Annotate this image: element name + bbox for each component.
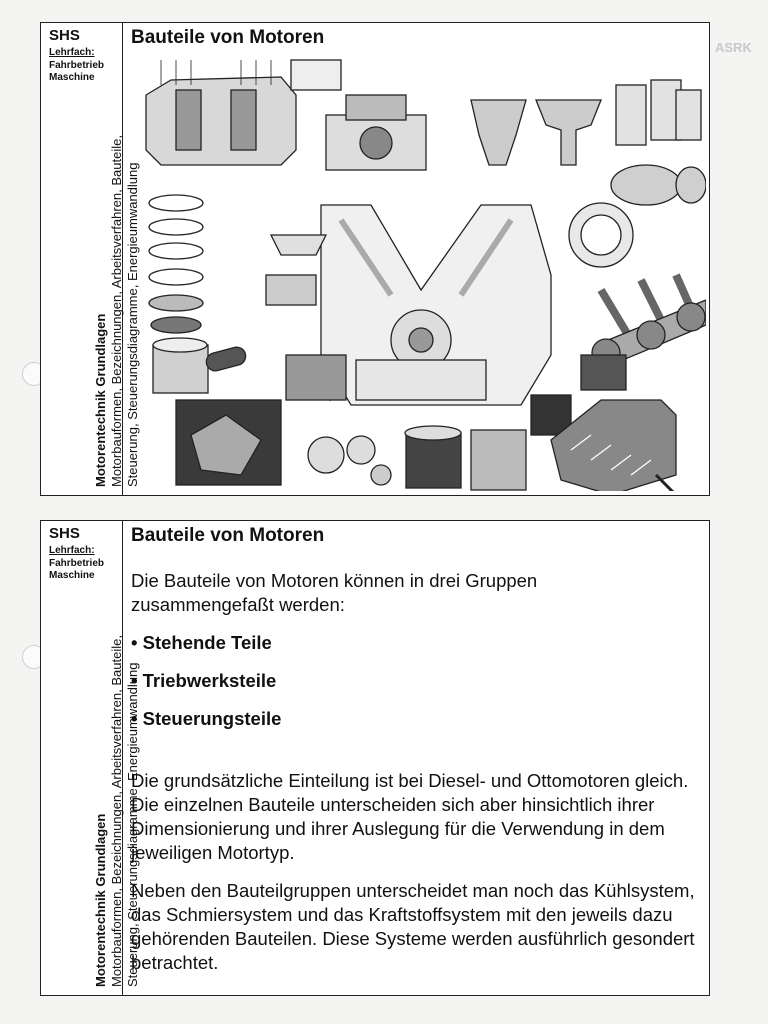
timing-gears-drawing — [308, 436, 391, 485]
bullet-triebwerksteile: • Triebwerksteile — [131, 670, 277, 691]
sidebar-top — [41, 23, 140, 495]
card-top — [40, 22, 710, 496]
paragraph-systeme: Neben den Bauteilgruppen unterscheidet man noch das Kühlsystem, das Schmiersystem und das Kraftstoffsystem mit den jeweils dazu gehörenden Bauteilen. Diese Systeme werden ausführlich gesondert betrachtet. — [131, 880, 695, 973]
school-label: SHS — [49, 525, 80, 542]
injection-pump-drawing — [326, 95, 426, 170]
subject-label: Lehrfach: — [49, 47, 95, 58]
show-through-side-label: ASRK — [715, 40, 752, 55]
sidebar-bottom — [41, 521, 140, 995]
card-title: Bauteile von Motoren — [131, 525, 325, 546]
piston-rings-drawing — [149, 195, 203, 333]
card-title: Bauteile von Motoren — [131, 27, 325, 48]
topic-line: Steuerung, Steuerungsdiagramme, Energieumwandlung — [125, 162, 140, 487]
intro-text: Die Bauteile von Motoren können in drei Gruppen zusammengefaßt werden: — [131, 570, 538, 615]
card-bottom — [40, 520, 710, 996]
topic-line: Motorbauformen, Bezeichnungen, Arbeitsverfahren, Bauteile, — [109, 635, 124, 987]
subject-value: Fahrbetrieb Maschine — [49, 558, 105, 581]
cylinder-head-drawing — [146, 60, 296, 165]
piston-drawing — [153, 338, 208, 393]
crankshaft-drawing — [611, 80, 706, 205]
subject-label: Lehrfach: — [49, 545, 95, 556]
engine-parts-collage — [131, 55, 706, 491]
topic-line: Motorbauformen, Bezeichnungen, Arbeitsverfahren, Bauteile, — [109, 135, 124, 487]
bullet-steuerungsteile: • Steuerungsteile — [131, 708, 282, 729]
connecting-rods-drawing — [592, 275, 706, 367]
school-label: SHS — [49, 27, 80, 44]
topic-title: Motorentechnik Grundlagen — [93, 313, 108, 487]
topic-title: Motorentechnik Grundlagen — [93, 813, 108, 987]
topic-line: Steuerung, Steuerungsdiagramme, Energieumwandlung — [125, 662, 140, 987]
v-engine-drawing — [311, 205, 551, 405]
subject-value: Fahrbetrieb Maschine — [49, 60, 105, 83]
paragraph-einteilung: Die grundsätzliche Einteilung ist bei Diesel- und Ottomotoren gleich. Die einzelnen Bauteile unterscheiden sich aber hinsichtlich ihrer Dimensionierung und ihrer Auslegung für die Verwendung in dem jeweiligen Motortyp. — [131, 770, 689, 863]
bullet-stehende-teile: • Stehende Teile — [131, 632, 272, 653]
